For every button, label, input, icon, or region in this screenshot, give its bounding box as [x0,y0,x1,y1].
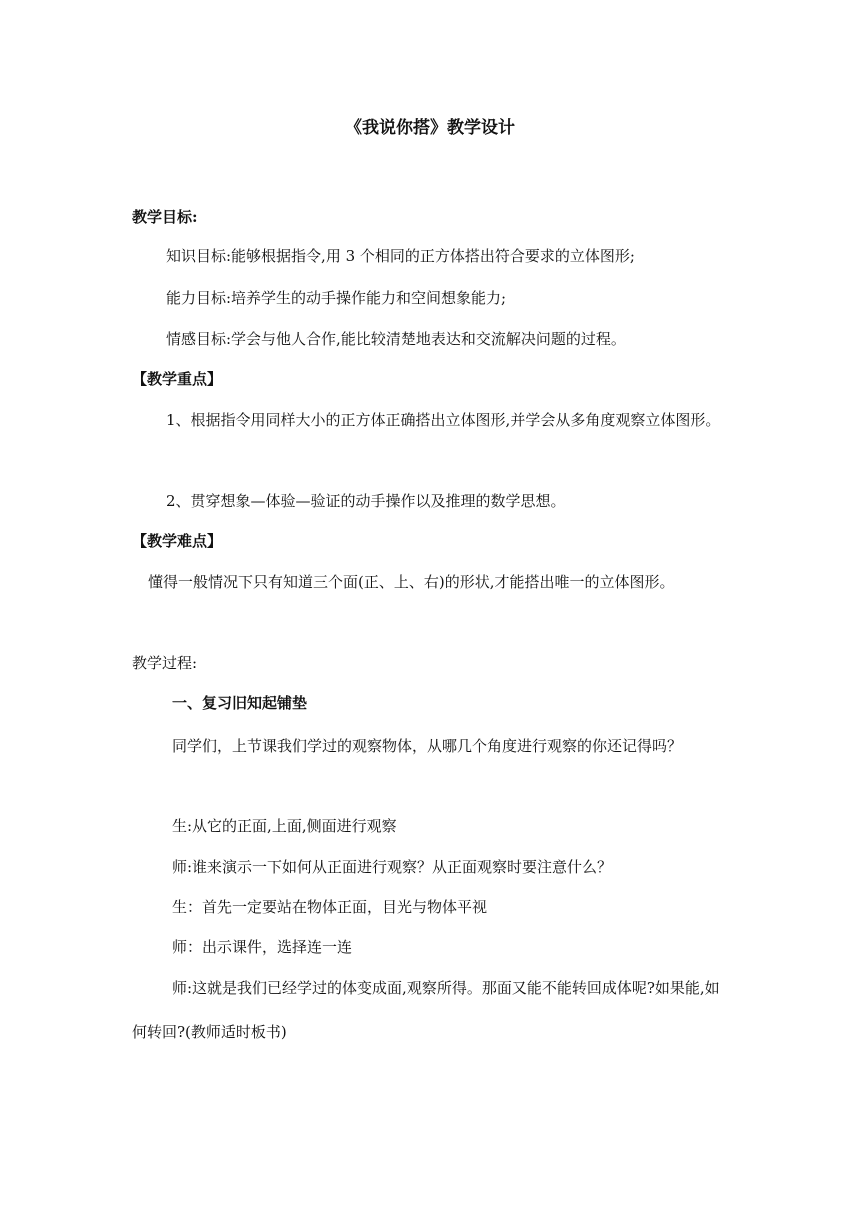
teacher-remark-3: 师:这就是我们已经学过的体变成面,观察所得。那面又能不能转回成体呢?如果能,如何转回?(教师适时板书) [132,979,720,1041]
key-points-heading: 【教学重点】 [132,370,223,388]
difficulty-heading: 【教学难点】 [132,532,223,550]
goal-ability: 能力目标:培养学生的动手操作能力和空间想象能力; [166,289,507,307]
student-answer-2: 生：首先一定要站在物体正面，目光与物体平视 [172,898,488,916]
goals-heading: 教学目标: [132,208,198,226]
document-title: 《我说你搭》教学设计 [345,118,515,138]
difficulty-text: 懂得一般情况下只有知道三个面(正、上、右)的形状,才能搭出唯一的立体图形。 [148,573,675,591]
teacher-remark-2: 师：出示课件，选择连一连 [172,938,353,956]
student-answer-1: 生:从它的正面,上面,侧面进行观察 [172,817,397,835]
process-heading: 教学过程: [132,654,198,672]
teacher-question-1: 同学们，上节课我们学过的观察物体，从哪几个角度进行观察的你还记得吗？ [172,737,683,755]
key-point-1: 1、根据指令用同样大小的正方体正确搭出立体图形,并学会从多角度观察立体图形。 [166,411,721,429]
teacher-remark-1: 师:谁来演示一下如何从正面进行观察？从正面观察时要注意什么？ [172,858,613,876]
section-1-heading: 一、复习旧知起铺垫 [172,694,308,712]
goal-emotion: 情感目标:学会与他人合作,能比较清楚地表达和交流解决问题的过程。 [166,330,626,348]
goal-knowledge: 知识目标:能够根据指令,用 3 个相同的正方体搭出符合要求的立体图形; [166,247,635,265]
key-point-2: 2、贯穿想象—体验—验证的动手操作以及推理的数学思想。 [166,492,566,510]
